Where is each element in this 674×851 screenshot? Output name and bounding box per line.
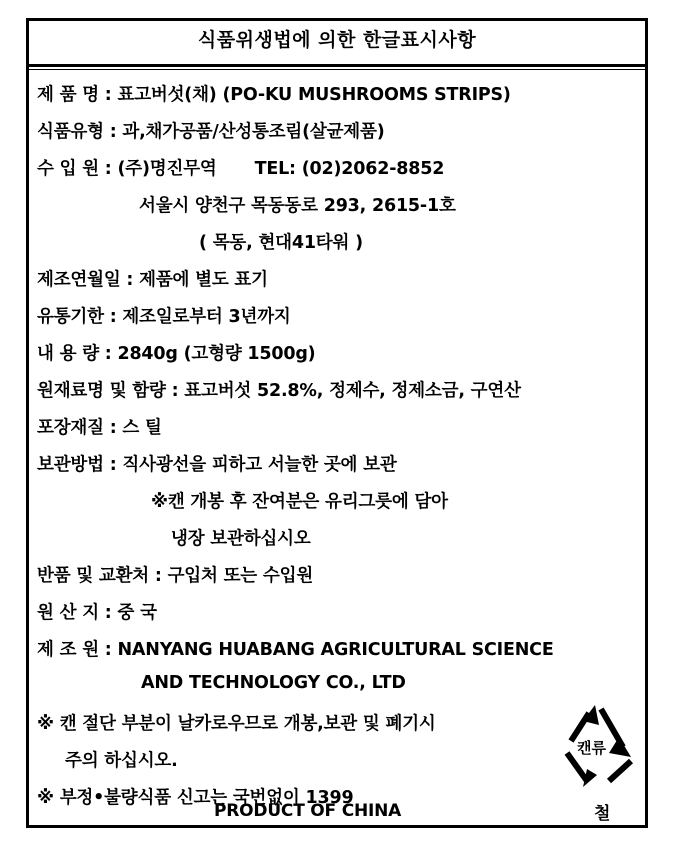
- address-line-1: 서울시 양천구 목동동로 293, 2615-1호: [139, 196, 456, 216]
- food-type-line: 식품유형 : 과,채가공품/산성통조림(살균제품): [37, 122, 385, 142]
- label-frame: [26, 18, 648, 828]
- origin-line: 원 산 지 : 중 국: [37, 603, 157, 623]
- ingredients-line: 원재료명 및 함량 : 표고버섯 52.8%, 정제수, 정제소금, 구연산: [37, 381, 521, 401]
- importer-line: [37, 155, 444, 180]
- importer-tel: TEL: (02)2062-8852: [254, 159, 445, 179]
- returns-line: 반품 및 교환처 : 구입처 또는 수입원: [37, 566, 314, 586]
- manufacturer-line-2: AND TECHNOLOGY CO., LTD: [141, 673, 406, 693]
- product-of-line: PRODUCT OF CHINA: [214, 801, 402, 821]
- expiry-line: 유통기한 : 제조일로부터 3년까지: [37, 307, 291, 327]
- label-title: 식품위생법에 의한 한글표시사항: [197, 29, 477, 51]
- storage-line-1: 보관방법 : 직사광선을 피하고 서늘한 곳에 보관: [37, 455, 397, 475]
- manufacturer-line-1: 제 조 원 : NANYANG HUABANG AGRICULTURAL SCIENCE: [37, 640, 554, 660]
- caution-line-2: 주의 하십시오.: [65, 751, 178, 771]
- title-divider-thin: [29, 69, 645, 70]
- title-divider-thick: [29, 64, 645, 67]
- report-line: ※ 부정•불량식품 신고는 국번없이 1399: [37, 788, 354, 808]
- product-name-line: 제 품 명 : 표고버섯(채) (PO-KU MUSHROOMS STRIPS): [37, 85, 511, 105]
- manufacture-date-line: 제조연월일 : 제품에 별도 표기: [37, 270, 268, 290]
- storage-line-3: 냉장 보관하십시오: [171, 529, 311, 549]
- packaging-line: 포장재질 : 스 틸: [37, 418, 162, 438]
- storage-line-2: ※캔 개봉 후 잔여분은 유리그릇에 담아: [151, 492, 448, 512]
- contents-line: 내 용 량 : 2840g (고형량 1500g): [37, 344, 316, 364]
- caution-line-1: ※ 캔 절단 부분이 날카로우므로 개봉,보관 및 폐기시: [37, 714, 436, 734]
- importer-name: 수 입 원 : (주)명진무역: [37, 159, 217, 179]
- address-line-2: ( 목동, 현대41타워 ): [199, 233, 363, 253]
- recycle-category-label: 캔류: [577, 739, 606, 757]
- recycle-material-label: 철: [594, 804, 611, 824]
